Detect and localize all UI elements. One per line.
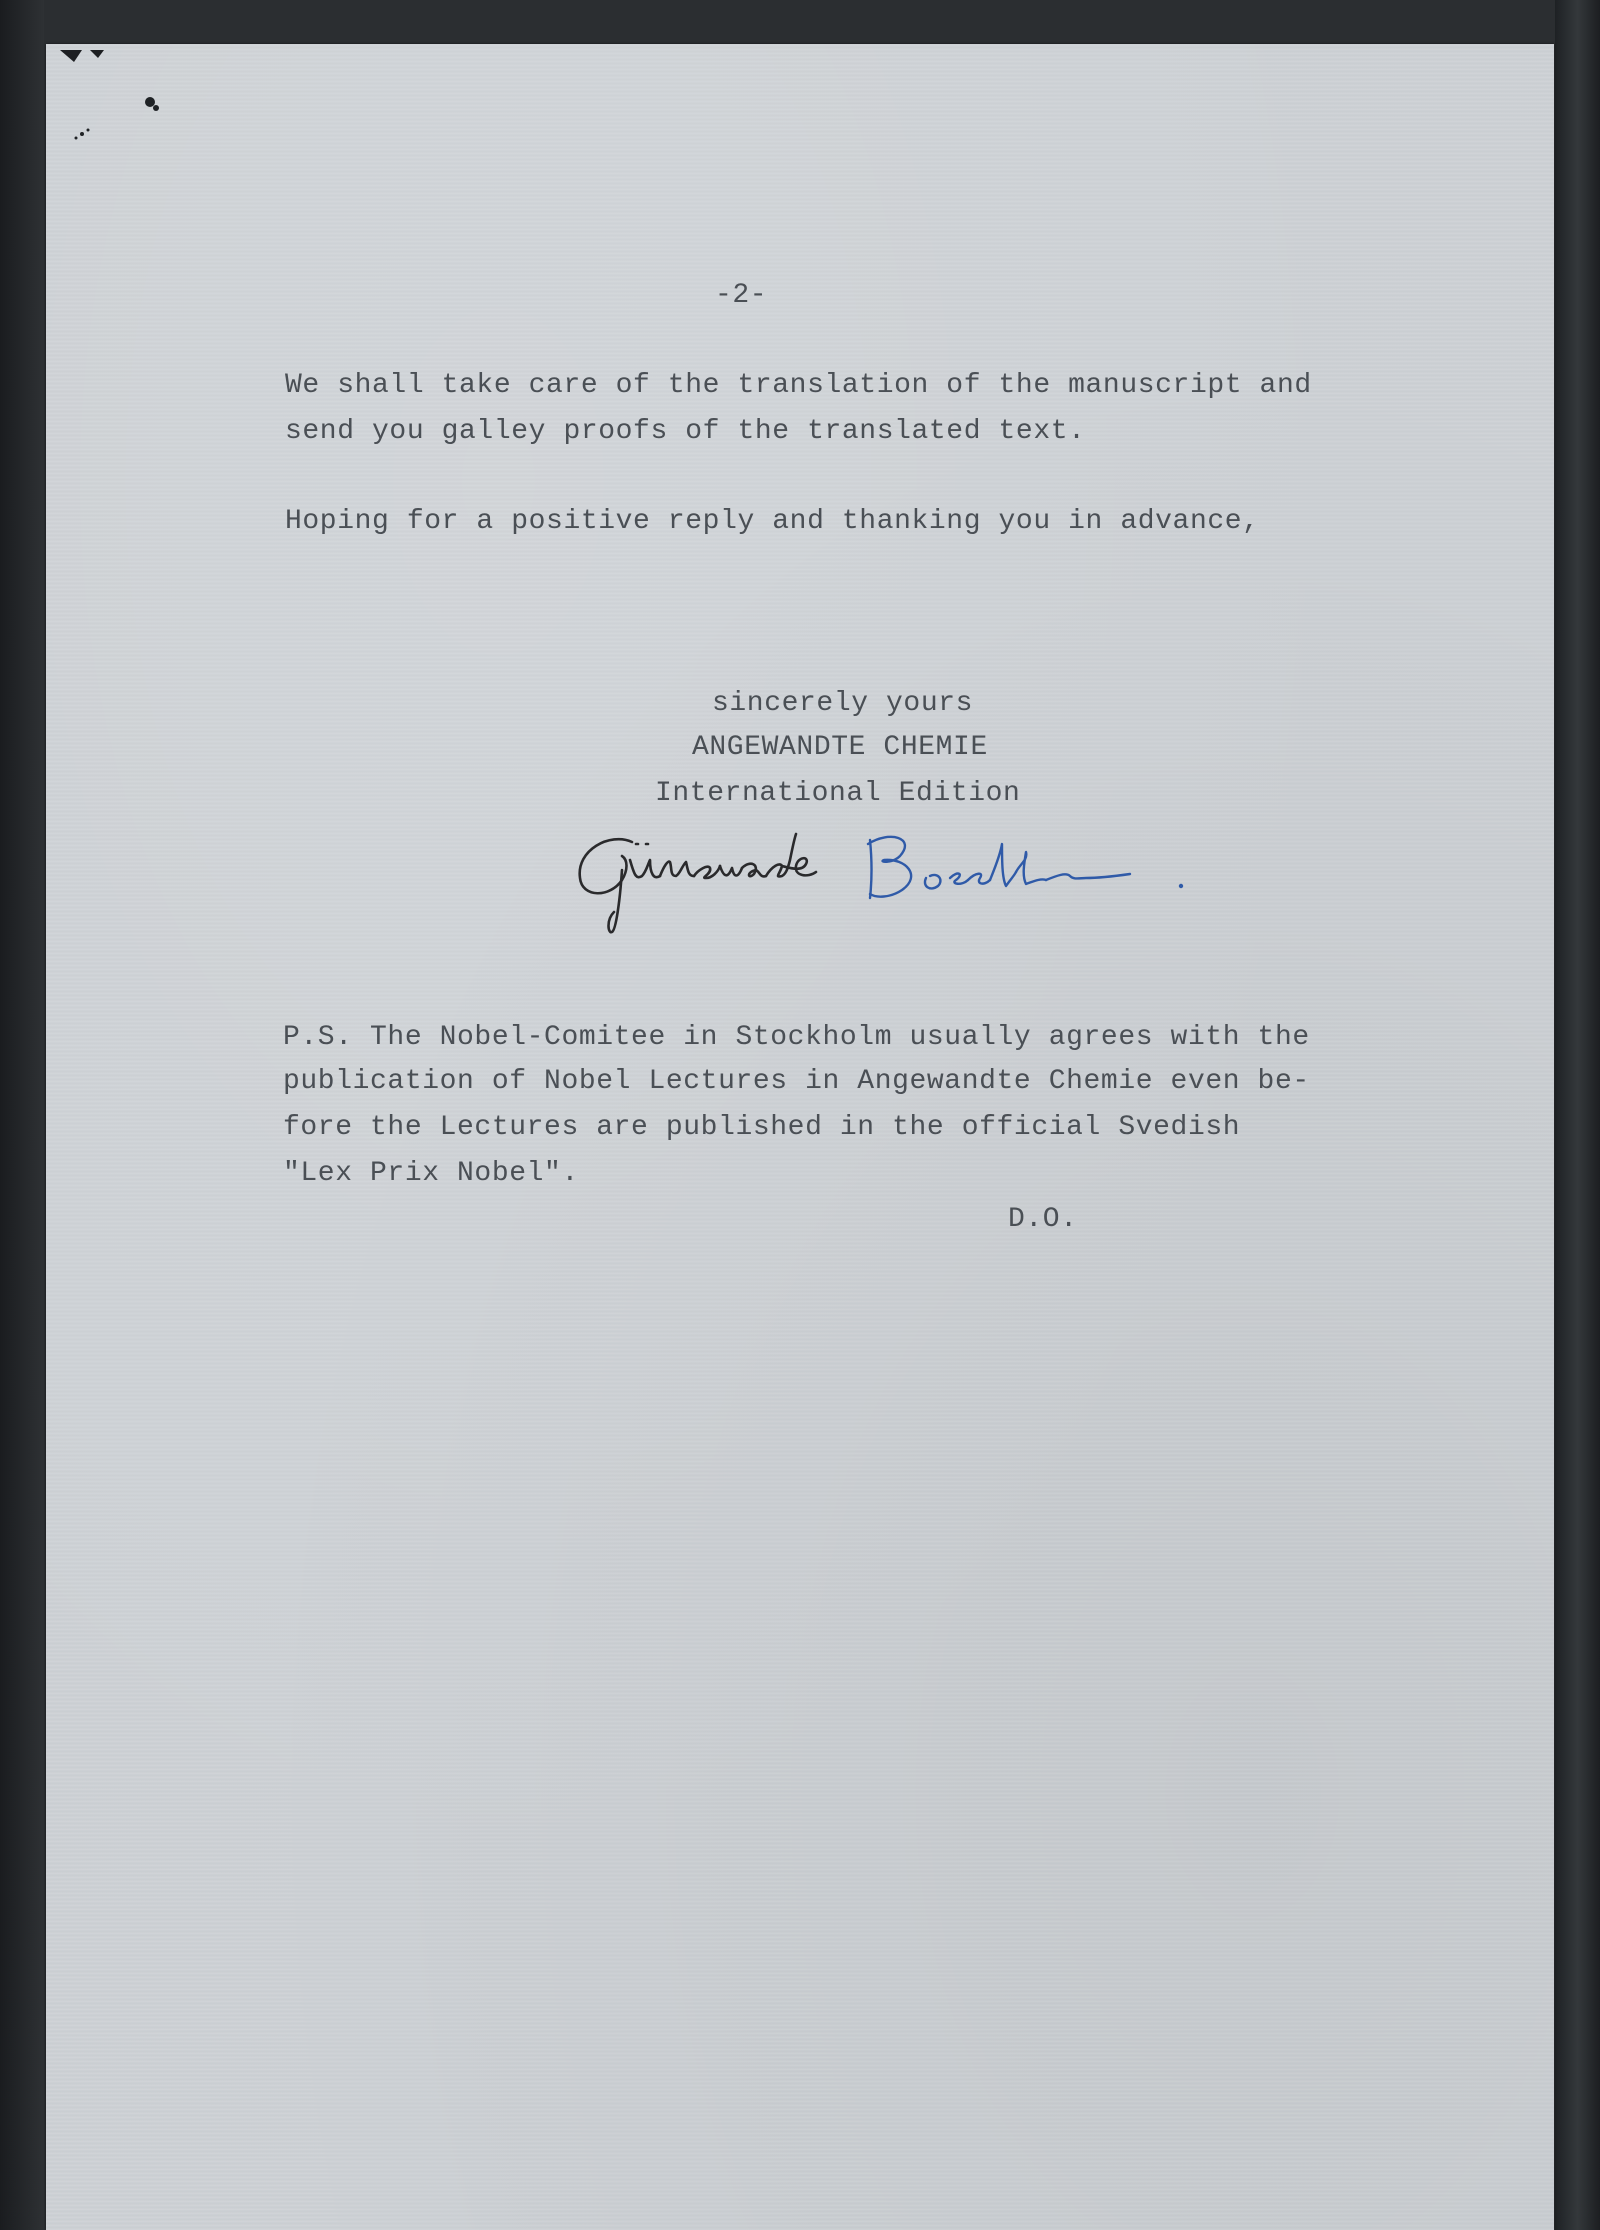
- body-line-1: We shall take care of the translation of the manuscript and: [285, 370, 1312, 401]
- scan-backdrop-left: [0, 0, 44, 2230]
- typist-initials: D.O.: [1008, 1204, 1078, 1235]
- complimentary-close: sincerely yours: [712, 688, 974, 719]
- organization-name: ANGEWANDTE CHEMIE: [692, 732, 988, 763]
- page-number: -2-: [715, 280, 768, 311]
- postscript-line-2: publication of Nobel Lectures in Angewandte Chemie even be-: [283, 1066, 1310, 1097]
- closing-sentence: Hoping for a positive reply and thanking you in advance,: [285, 506, 1260, 537]
- signature-gruenewald: [580, 834, 816, 932]
- paper-damage-marks: [60, 50, 180, 150]
- postscript-line-3: fore the Lectures are published in the official Svedish: [283, 1112, 1241, 1143]
- scan-backdrop-right: [1555, 0, 1600, 2230]
- body-line-2: send you galley proofs of the translated text.: [285, 416, 1086, 447]
- postscript-line-4: "Lex Prix Nobel".: [283, 1158, 579, 1189]
- organization-edition: International Edition: [655, 778, 1021, 809]
- signature-boschke: [868, 837, 1183, 898]
- handwritten-signatures: [570, 820, 1330, 950]
- postscript-line-1: P.S. The Nobel-Comitee in Stockholm usually agrees with the: [283, 1022, 1310, 1053]
